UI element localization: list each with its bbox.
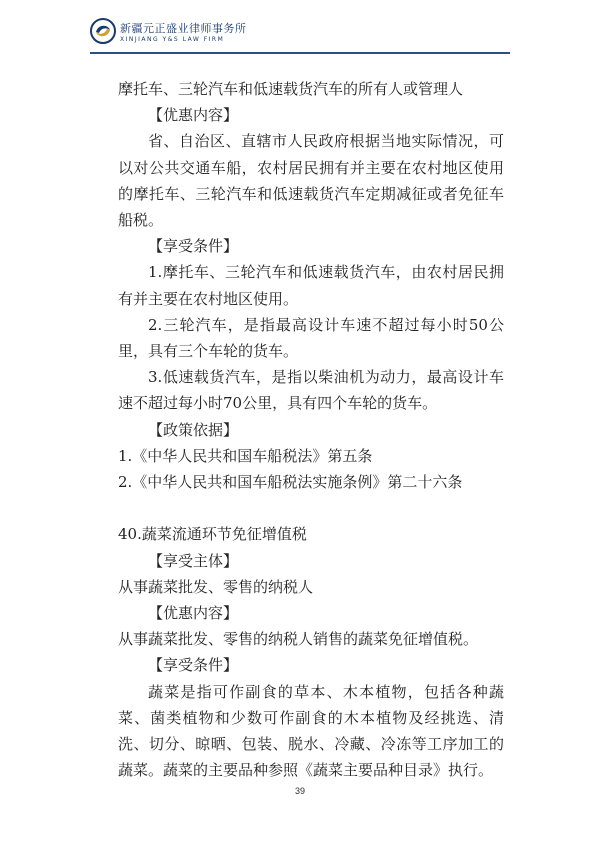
list-item: 3.低速载货汽车，是指以柴油机为动力，最高设计车速不超过每小时70公里，具有四个车轮的货车。 [118, 368, 504, 413]
section-heading: 【政策依据】 [148, 420, 239, 439]
document-body [118, 76, 504, 783]
paragraph: 省、自治区、直辖市人民政府根据当地实际情况，可以对公共交通车船，农村居民拥有并主要在农村地区使用的摩托车、三轮汽车和低速载货汽车定期减征或者免征车船税。 [118, 132, 504, 230]
page-header [90, 16, 510, 52]
item-title: 40.蔬菜流通环节免征增值税 [118, 525, 307, 544]
law-firm-logo-icon [90, 18, 116, 44]
list-item: 1.《中华人民共和国车船税法》第五条 [118, 446, 373, 465]
paragraph: 摩托车、三轮汽车和低速载货汽车的所有人或管理人 [118, 80, 464, 98]
header-divider [90, 52, 510, 54]
paragraph: 从事蔬菜批发、零售的纳税人 [118, 577, 314, 596]
list-item: 2.三轮汽车，是指最高设计车速不超过每小时50公里，具有三个车轮的货车。 [118, 315, 504, 361]
list-item: 2.《中华人民共和国车船税法实施条例》第二十六条 [118, 473, 463, 492]
section-heading: 【优惠内容】 [148, 604, 239, 623]
firm-name-en: XINJIANG Y&S LAW FIRM [120, 36, 225, 43]
section-heading: 【享受条件】 [148, 237, 239, 256]
paragraph: 从事蔬菜批发、零售的纳税人销售的蔬菜免征增值税。 [118, 630, 479, 649]
blank-line [118, 495, 504, 521]
page-number: 39 [294, 786, 305, 796]
paragraph: 蔬菜是指可作副食的草本、木本植物，包括各种蔬菜、菌类植物和少数可作副食的木本植物及经挑选、清洗、切分、晾晒、包装、脱水、冷藏、冷冻等工序加工的蔬菜。蔬菜的主要品种参照《蔬菜主要品种目录》执行。 [118, 682, 504, 780]
section-heading: 【享受主体】 [148, 551, 239, 570]
firm-name-cn: 新疆元正盛业律师事务所 [120, 22, 247, 35]
section-heading: 【优惠内容】 [148, 106, 239, 125]
list-item: 1.摩托车、三轮汽车和低速载货汽车，由农村居民拥有并主要在农村地区使用。 [118, 263, 504, 308]
section-heading: 【享受条件】 [148, 656, 239, 675]
